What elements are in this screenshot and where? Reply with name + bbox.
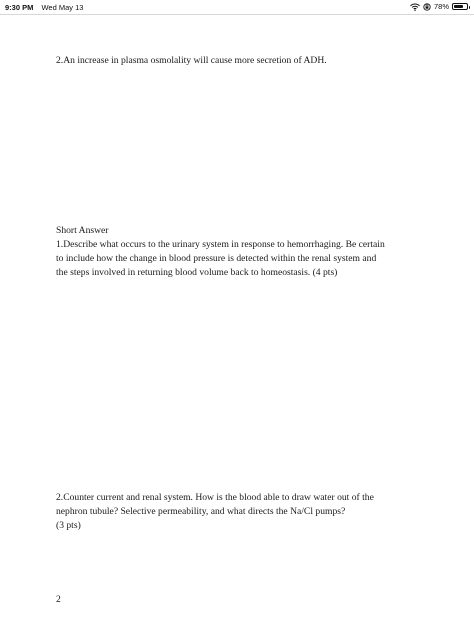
wifi-icon [410,3,420,11]
document-page [0,15,474,632]
status-bar [0,0,474,14]
battery-fill [454,5,463,8]
short-answer-question-1 [56,238,385,280]
short-answer-1-line: to include how the change in blood pressure is detected within the renal system and [56,253,377,264]
battery-icon [452,3,468,10]
page-number: 2 [56,594,61,605]
battery-percent: 78% [433,2,449,11]
status-time-date [5,3,83,12]
question-adh: 2.An increase in plasma osmolality will cause more secretion of ADH. [56,55,327,66]
short-answer-1-line: the steps involved in returning blood volume back to homeostasis. (4 pts) [56,267,338,278]
orientation-lock-icon [423,3,431,11]
section-title-short-answer: Short Answer [56,225,109,236]
short-answer-2-line: (3 pts) [56,520,81,531]
status-indicators [410,2,468,11]
status-time: 9:30 PM [5,3,34,12]
short-answer-2-line: 2.Counter current and renal system. How is the blood able to draw water out of the [56,492,374,503]
short-answer-question-2 [56,491,374,533]
short-answer-1-line: 1.Describe what occurs to the urinary system in response to hemorrhaging. Be certain [56,239,385,250]
status-date: Wed May 13 [41,3,84,12]
short-answer-2-line: nephron tubule? Selective permeability, and what directs the Na/Cl pumps? [56,506,346,517]
